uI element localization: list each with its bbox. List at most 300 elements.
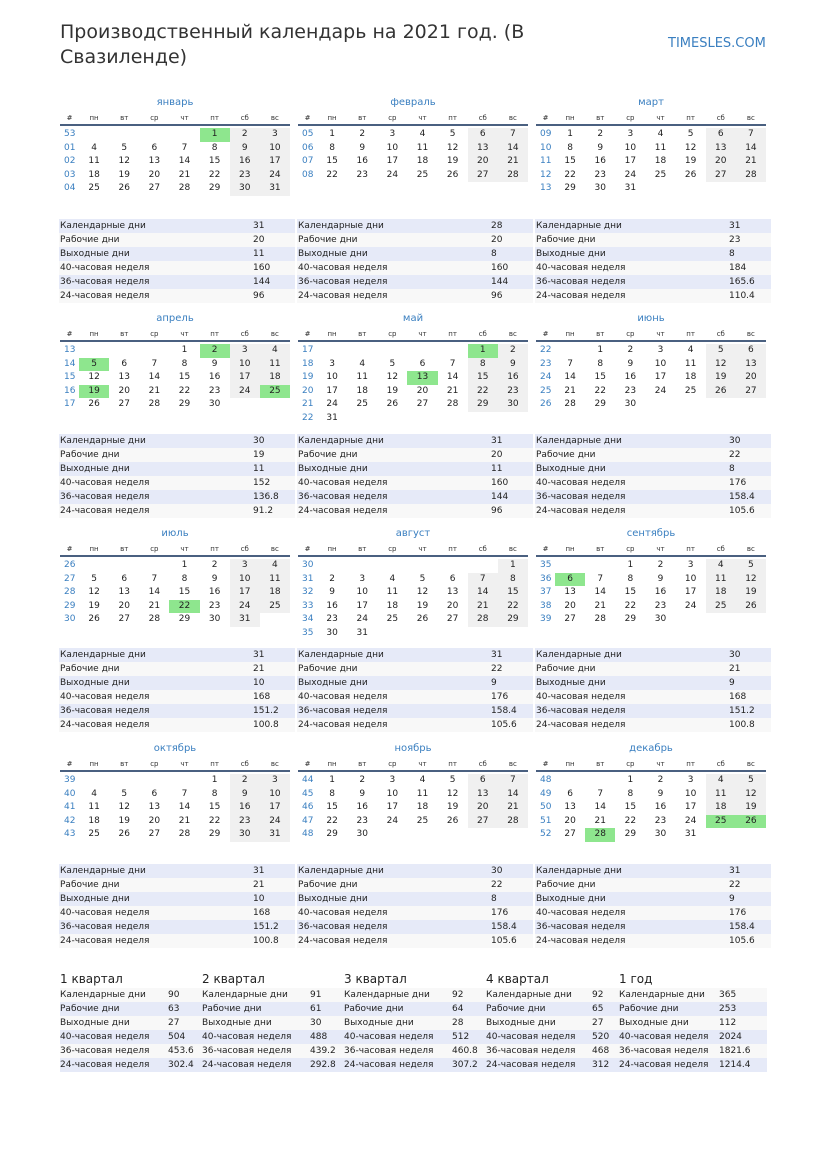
quarter-row — [202, 1044, 344, 1058]
stats-value: 31 — [253, 221, 265, 231]
weekday-header: сб — [230, 328, 260, 342]
stats-label: Выходные дни — [298, 894, 368, 904]
day-cell: 22 — [178, 385, 191, 396]
weekday-header: чт — [645, 112, 675, 126]
day-cell: 15 — [178, 587, 191, 597]
weekday-header: ср — [377, 758, 407, 772]
weekday-header: пн — [79, 543, 109, 557]
day-cell: 26 — [446, 169, 459, 180]
stats-value: 176 — [491, 692, 509, 702]
stats-row — [297, 934, 533, 948]
month-grid — [60, 112, 290, 196]
day-cell: 14 — [594, 587, 606, 597]
weekday-header: ср — [377, 328, 407, 342]
day-cell: 16 — [326, 600, 338, 611]
month-grid — [60, 758, 290, 842]
stats-row — [535, 261, 771, 275]
day-cell: 20 — [118, 600, 130, 611]
month-grid — [60, 328, 290, 412]
quarter-label: Календарные дни — [202, 990, 288, 1000]
empty-cell — [676, 613, 706, 627]
day-cell: 8 — [468, 358, 498, 372]
day-cell: 24 — [684, 600, 697, 611]
day-cell: 21 — [498, 155, 528, 169]
day-cell: 19 — [79, 385, 109, 399]
day-cell: 16 — [356, 156, 368, 166]
quarter-value: 488 — [310, 1032, 328, 1042]
day-cell: 20 — [416, 385, 429, 396]
weekday-header: ср — [615, 112, 645, 126]
day-cell: 5 — [736, 559, 766, 573]
day-cell: 22 — [564, 169, 576, 180]
day-cell: 22 — [326, 815, 338, 826]
stats-row — [297, 648, 533, 662]
empty-cell — [468, 559, 498, 573]
day-cell: 23 — [624, 385, 637, 396]
weekday-header: пт — [200, 328, 230, 342]
day-cell: 29 — [178, 614, 191, 624]
stats-row — [59, 476, 295, 490]
weekday-header: чт — [169, 758, 199, 772]
weekday-header: пн — [79, 328, 109, 342]
stats-value: 100.8 — [253, 936, 279, 946]
stats-value: 91.2 — [253, 506, 274, 516]
day-cell: 2 — [329, 573, 335, 584]
week-number: 46 — [302, 802, 314, 812]
day-cell: 28 — [468, 613, 498, 627]
stats-label: 24-часовая неделя — [60, 291, 150, 301]
day-cell: 24 — [684, 815, 697, 826]
day-cell: 11 — [356, 372, 368, 382]
quarter-label: Выходные дни — [486, 1018, 556, 1028]
day-cell: 18 — [654, 156, 667, 166]
stats-label: 36-часовая неделя — [536, 277, 626, 287]
day-cell: 28 — [178, 183, 191, 193]
day-cell: 6 — [151, 142, 158, 153]
weekday-header: ср — [377, 543, 407, 557]
stats-label: Календарные дни — [536, 866, 622, 876]
day-cell: 8 — [211, 788, 218, 799]
quarter-label: 24-часовая неделя — [486, 1060, 576, 1070]
day-cell: 3 — [359, 573, 366, 584]
day-cell: 5 — [121, 788, 128, 799]
stats-row — [535, 247, 771, 261]
week-number: 23 — [540, 358, 552, 369]
day-cell: 24 — [326, 399, 338, 409]
day-cell: 8 — [211, 142, 218, 153]
quarter-label: 24-часовая неделя — [60, 1060, 150, 1070]
empty-cell — [139, 559, 169, 573]
quarter-row — [344, 1058, 486, 1072]
day-cell: 27 — [468, 169, 498, 183]
month-name: сентябрь — [626, 528, 676, 539]
day-cell: 22 — [326, 169, 338, 180]
stats-label: Рабочие дни — [298, 664, 358, 674]
stats-label: 40-часовая неделя — [298, 908, 388, 918]
weekday-header: пт — [438, 543, 468, 557]
stats-value: 151.2 — [253, 922, 279, 932]
month-name: август — [395, 528, 431, 539]
day-cell: 13 — [564, 587, 576, 597]
day-cell: 7 — [468, 573, 498, 587]
stats-value: 151.2 — [253, 706, 279, 716]
day-cell: 5 — [449, 775, 456, 785]
weekday-header: вс — [736, 328, 766, 342]
stats-row — [297, 233, 533, 247]
stats-value: 30 — [729, 650, 741, 660]
day-cell: 15 — [208, 156, 221, 166]
stats-row — [59, 906, 295, 920]
day-cell: 2 — [657, 775, 664, 785]
stats-label: 36-часовая неделя — [536, 492, 626, 502]
day-cell: 6 — [449, 573, 456, 584]
stats-row — [535, 462, 771, 476]
day-cell: 13 — [407, 371, 437, 385]
weekday-header: сб — [706, 328, 736, 342]
day-cell: 6 — [468, 774, 498, 788]
day-cell: 27 — [446, 614, 459, 624]
quarter-label: Календарные дни — [486, 990, 572, 1000]
stats-label: Календарные дни — [298, 866, 384, 876]
day-cell: 30 — [594, 183, 606, 193]
weekday-header: # — [60, 328, 79, 342]
week-number: 48 — [540, 775, 552, 785]
empty-cell — [109, 128, 139, 142]
stats-label: Календарные дни — [60, 221, 146, 231]
week-number: 45 — [302, 788, 314, 799]
empty-cell — [706, 182, 736, 196]
day-cell: 27 — [148, 829, 161, 839]
empty-cell — [260, 613, 290, 627]
weekday-header: сб — [230, 112, 260, 126]
stats-row — [59, 704, 295, 718]
day-cell: 28 — [585, 828, 615, 842]
day-cell: 21 — [178, 169, 191, 180]
quarter-row — [344, 1016, 486, 1030]
quarter-label: Календарные дни — [60, 990, 146, 1000]
day-cell: 10 — [356, 587, 368, 597]
weekday-header: пт — [438, 328, 468, 342]
day-cell: 30 — [498, 398, 528, 412]
stats-value: 168 — [253, 908, 271, 918]
weekday-header: пн — [79, 112, 109, 126]
day-cell: 10 — [326, 372, 338, 382]
stats-row — [297, 878, 533, 892]
day-cell: 30 — [654, 614, 667, 624]
day-cell: 10 — [386, 142, 399, 153]
stats-label: 24-часовая неделя — [536, 936, 626, 946]
empty-cell — [438, 344, 468, 358]
day-cell: 25 — [654, 169, 667, 180]
week-number: 47 — [302, 815, 314, 826]
day-cell: 23 — [230, 169, 260, 183]
day-cell: 29 — [208, 183, 221, 193]
day-cell: 15 — [208, 802, 221, 812]
day-cell: 22 — [594, 385, 606, 396]
stats-value: 21 — [253, 880, 265, 890]
day-cell: 16 — [208, 372, 221, 382]
stats-value: 8 — [491, 249, 497, 259]
quarter-title: 3 квартал — [344, 972, 407, 986]
day-cell: 18 — [416, 156, 429, 166]
day-cell: 17 — [684, 587, 697, 597]
stats-label: Рабочие дни — [60, 664, 120, 674]
stats-row — [59, 892, 295, 906]
week-number: 35 — [302, 627, 314, 638]
day-cell: 6 — [555, 573, 585, 587]
day-cell: 2 — [597, 129, 604, 139]
stats-value: 9 — [729, 678, 735, 688]
stats-row — [535, 934, 771, 948]
empty-cell — [169, 128, 199, 142]
day-cell: 27 — [736, 385, 766, 399]
day-cell: 15 — [498, 586, 528, 600]
empty-cell — [79, 128, 109, 142]
month-block — [536, 527, 766, 627]
day-cell: 17 — [386, 156, 399, 166]
weekday-header: вт — [585, 758, 615, 772]
weekday-header: чт — [407, 543, 437, 557]
day-cell: 10 — [654, 358, 667, 369]
stats-value: 158.4 — [491, 706, 517, 716]
quarter-row — [202, 1002, 344, 1016]
quarter-title: 1 год — [619, 972, 653, 986]
week-number: 53 — [64, 129, 76, 139]
week-number: 44 — [302, 775, 314, 785]
day-cell: 11 — [706, 573, 736, 587]
empty-cell — [736, 182, 766, 196]
day-cell: 9 — [230, 788, 260, 802]
day-cell: 21 — [564, 385, 576, 396]
quarter-row — [619, 1016, 767, 1030]
day-cell: 19 — [416, 600, 429, 611]
stats-row — [535, 504, 771, 518]
day-cell: 27 — [468, 815, 498, 829]
week-number: 41 — [64, 802, 76, 812]
week-number: 15 — [64, 372, 76, 382]
day-cell: 22 — [208, 815, 221, 826]
day-cell: 18 — [386, 600, 399, 611]
day-cell: 15 — [594, 372, 606, 382]
weekday-header: пт — [676, 328, 706, 342]
stats-label: Выходные дни — [298, 464, 368, 474]
day-cell: 13 — [148, 156, 161, 166]
day-cell: 19 — [684, 156, 697, 166]
day-cell: 21 — [148, 385, 161, 396]
empty-cell — [347, 559, 377, 573]
weekday-header: вт — [347, 543, 377, 557]
day-cell: 13 — [564, 802, 576, 812]
stats-label: Выходные дни — [298, 678, 368, 688]
stats-label: Календарные дни — [298, 436, 384, 446]
stats-value: 22 — [729, 450, 741, 460]
stats-label: Выходные дни — [536, 464, 606, 474]
month-block — [298, 527, 528, 640]
stats-row — [535, 704, 771, 718]
day-cell: 14 — [594, 802, 606, 812]
quarter-title: 1 квартал — [60, 972, 123, 986]
quarter-rows — [619, 988, 767, 1072]
stats-row — [297, 892, 533, 906]
quarter-block — [486, 970, 619, 1072]
quarter-value: 253 — [719, 1004, 737, 1014]
day-cell: 20 — [736, 371, 766, 385]
day-cell: 7 — [498, 774, 528, 788]
day-cell: 14 — [446, 372, 459, 382]
quarter-row — [619, 1002, 767, 1016]
weekday-header: вт — [109, 758, 139, 772]
stats-row — [297, 448, 533, 462]
weekday-header: вт — [347, 112, 377, 126]
day-cell: 7 — [449, 358, 456, 369]
day-cell: 31 — [624, 183, 637, 193]
day-cell: 10 — [260, 788, 290, 802]
day-cell: 24 — [260, 169, 290, 183]
weekday-header: пт — [438, 758, 468, 772]
day-cell: 13 — [736, 358, 766, 372]
day-cell: 27 — [118, 614, 130, 624]
day-cell: 29 — [624, 829, 637, 839]
stats-label: 36-часовая неделя — [298, 922, 388, 932]
day-cell: 13 — [118, 587, 130, 597]
stats-value: 105.6 — [729, 936, 755, 946]
day-cell: 1 — [468, 344, 498, 358]
weekday-header: сб — [706, 112, 736, 126]
stats-label: 24-часовая неделя — [536, 506, 626, 516]
stats-row — [297, 676, 533, 690]
weekday-header: ср — [139, 543, 169, 557]
stats-row — [59, 718, 295, 732]
weekday-header: пн — [555, 112, 585, 126]
day-cell: 28 — [148, 399, 161, 409]
day-cell: 14 — [564, 372, 576, 382]
month-name: апрель — [156, 313, 194, 324]
stats-row — [59, 676, 295, 690]
quarter-row — [60, 988, 202, 1002]
day-cell: 27 — [706, 169, 736, 183]
week-number: 14 — [64, 358, 76, 369]
day-cell: 26 — [736, 600, 766, 614]
empty-cell — [706, 398, 736, 412]
stats-label: Рабочие дни — [298, 450, 358, 460]
day-cell: 11 — [416, 142, 429, 153]
day-cell: 15 — [468, 371, 498, 385]
day-cell: 18 — [356, 385, 368, 396]
week-number: 38 — [540, 600, 552, 611]
quarter-row — [344, 1030, 486, 1044]
day-cell: 19 — [88, 600, 100, 611]
stats-label: 40-часовая неделя — [60, 908, 150, 918]
quarter-row — [344, 1044, 486, 1058]
weekday-header: # — [60, 543, 79, 557]
empty-cell — [109, 559, 139, 573]
day-cell: 5 — [121, 142, 128, 153]
quarter-value: 453.6 — [168, 1046, 194, 1056]
day-cell: 6 — [736, 344, 766, 358]
weekday-header: # — [536, 328, 555, 342]
month-grid — [298, 543, 528, 640]
stats-row — [297, 261, 533, 275]
day-cell: 21 — [736, 155, 766, 169]
stats-label: 36-часовая неделя — [60, 277, 150, 287]
day-cell: 5 — [91, 573, 97, 584]
empty-cell — [169, 774, 199, 788]
stats-label: Рабочие дни — [298, 235, 358, 245]
day-cell: 16 — [654, 587, 667, 597]
empty-cell — [676, 398, 706, 412]
stats-value: 22 — [491, 664, 503, 674]
day-cell: 6 — [121, 573, 128, 584]
empty-cell — [706, 613, 736, 627]
day-cell: 1 — [211, 775, 218, 785]
weekday-header: # — [298, 543, 317, 557]
stats-value: 96 — [491, 506, 503, 516]
day-cell: 12 — [386, 372, 399, 382]
day-cell: 29 — [326, 829, 338, 839]
week-number: 49 — [540, 788, 552, 799]
day-cell: 15 — [326, 802, 338, 812]
stats-value: 176 — [491, 908, 509, 918]
empty-cell — [109, 344, 139, 358]
stats-label: 24-часовая неделя — [60, 936, 150, 946]
day-cell: 17 — [386, 802, 399, 812]
stats-value: 10 — [253, 894, 265, 904]
stats-label: 24-часовая неделя — [60, 720, 150, 730]
stats-row — [297, 219, 533, 233]
weekday-header: пт — [438, 112, 468, 126]
week-number: 22 — [540, 345, 552, 355]
quarter-row — [619, 1058, 767, 1072]
day-cell: 7 — [597, 573, 604, 584]
week-number: 39 — [540, 614, 552, 624]
day-cell: 14 — [498, 142, 528, 156]
month-stats — [535, 864, 771, 948]
weekday-header: вс — [736, 543, 766, 557]
day-cell: 2 — [200, 344, 230, 358]
quarter-row — [60, 1044, 202, 1058]
stats-label: 40-часовая неделя — [298, 478, 388, 488]
weekday-header: вс — [260, 543, 290, 557]
stats-label: 40-часовая неделя — [536, 263, 626, 273]
week-number: 04 — [64, 183, 76, 193]
stats-label: Календарные дни — [60, 436, 146, 446]
day-cell: 26 — [446, 815, 459, 826]
stats-label: Выходные дни — [60, 678, 130, 688]
day-cell: 12 — [118, 156, 130, 166]
brand-link[interactable]: TIMESLES.COM — [668, 36, 766, 51]
week-number: 32 — [302, 587, 314, 597]
empty-cell — [555, 344, 585, 358]
day-cell: 2 — [230, 774, 260, 788]
week-number: 40 — [64, 788, 76, 799]
month-stats — [297, 864, 533, 948]
stats-value: 22 — [491, 880, 503, 890]
weekday-header: пн — [317, 112, 347, 126]
stats-row — [59, 490, 295, 504]
weekday-header: вт — [585, 112, 615, 126]
weekday-header: пт — [676, 758, 706, 772]
quarter-block — [202, 970, 344, 1072]
quarter-value: 302.4 — [168, 1060, 194, 1070]
day-cell: 7 — [567, 358, 573, 369]
quarter-row — [60, 1016, 202, 1030]
week-number: 05 — [302, 129, 314, 139]
quarter-row — [619, 1044, 767, 1058]
day-cell: 21 — [594, 600, 606, 611]
weekday-header: пт — [200, 758, 230, 772]
stats-label: 40-часовая неделя — [60, 478, 150, 488]
quarter-label: 40-часовая неделя — [344, 1032, 434, 1042]
